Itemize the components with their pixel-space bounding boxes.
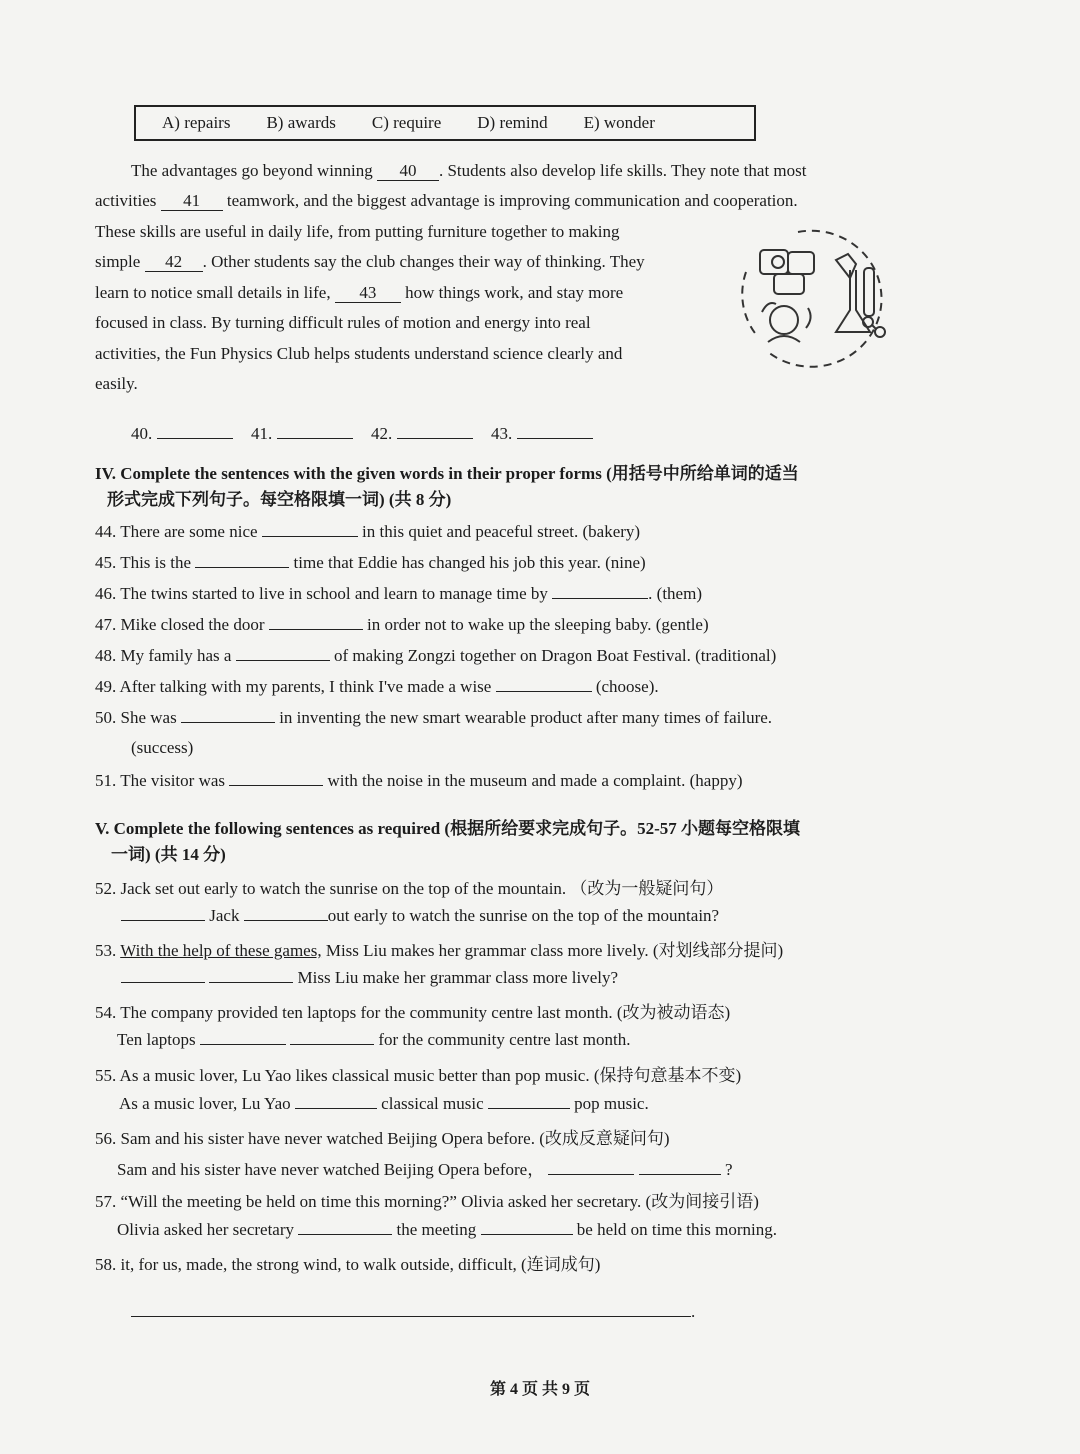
q52-input-2[interactable] [244, 905, 328, 921]
section-4-title: IV. Complete the sentences with the given words in their proper forms (用括号中所给单词的适当 形式完成下列句子。每空格限填一词) (共 8 分) [95, 464, 799, 509]
question-56-rewrite: Sam and his sister have never watched Beijing Opera before， ? [117, 1160, 733, 1179]
blank-43[interactable]: 43 [335, 284, 401, 303]
passage-line-1: The advantages go beyond winning 40 . Students also develop life skills. They note that most [131, 161, 807, 180]
answer-43-input[interactable] [517, 423, 593, 439]
question-53-rewrite: Miss Liu make her grammar class more lively? [121, 967, 618, 988]
q46-input[interactable] [552, 583, 648, 599]
q56-input-2[interactable] [639, 1159, 721, 1175]
question-56: 56. Sam and his sister have never watched Beijing Opera before. (改成反意疑问句) [95, 1129, 670, 1148]
q49-input[interactable] [496, 676, 592, 692]
q55-input-2[interactable] [488, 1093, 570, 1109]
option-c: C) require [371, 113, 442, 132]
question-47: 47. Mike closed the door in order not to wake up the sleeping baby. (gentle) [95, 615, 709, 634]
answer-42-input[interactable] [397, 423, 473, 439]
option-e: E) wonder [583, 113, 655, 132]
question-45: 45. This is the time that Eddie has changed his job this year. (nine) [95, 553, 646, 572]
blank-40[interactable]: 40 [377, 162, 439, 181]
passage-line-8: easily. [95, 374, 138, 393]
q53-input-1[interactable] [121, 967, 205, 983]
question-55-rewrite: As a music lover, Lu Yao classical music pop music. [119, 1094, 649, 1113]
section-5-title: V. Complete the following sentences as required (根据所给要求完成句子。52-57 小题每空格限填 一词) (共 14 分) [95, 819, 801, 864]
question-46: 46. The twins started to live in school and learn to manage time by . (them) [95, 584, 702, 603]
question-49: 49. After talking with my parents, I think I've made a wise (choose). [95, 677, 659, 696]
q50-input[interactable] [181, 707, 275, 723]
q53-underlined-phrase: With the help of these games, [120, 941, 322, 960]
q45-input[interactable] [195, 552, 289, 568]
q55-input-1[interactable] [295, 1093, 377, 1109]
q52-input-1[interactable] [121, 905, 205, 921]
question-58-answer: . [131, 1301, 695, 1322]
passage-line-4: simple 42 . Other students say the club changes their way of thinking. They [95, 252, 645, 271]
q57-input-2[interactable] [481, 1219, 573, 1235]
question-48: 48. My family has a of making Zongzi together on Dragon Boat Festival. (traditional) [95, 646, 777, 665]
q47-input[interactable] [269, 614, 363, 630]
q56-input-1[interactable] [548, 1159, 634, 1175]
page-footer: 第 4 页 共 9 页 [489, 1381, 590, 1398]
q53-input-2[interactable] [209, 967, 293, 983]
question-54: 54. The company provided ten laptops for the community centre last month. (改为被动语态) [95, 1003, 731, 1022]
passage-line-6: focused in class. By turning difficult rules of motion and energy into real [95, 313, 591, 332]
question-53: 53. With the help of these games, Miss Liu makes her grammar class more lively. (对划线部分提问) [95, 941, 784, 960]
option-b: B) awards [266, 113, 336, 132]
question-52-rewrite: Jack out early to watch the sunrise on the top of the mountain? [121, 905, 719, 926]
answer-row: 40. 41. 42. 43. [131, 423, 593, 444]
q48-input[interactable] [236, 645, 330, 661]
question-51: 51. The visitor was with the noise in the museum and made a complaint. (happy) [95, 771, 743, 790]
passage-line-3: These skills are useful in daily life, from putting furniture together to making [95, 222, 620, 241]
science-club-illustration-icon [738, 222, 894, 370]
passage-line-2: activities 41 teamwork, and the biggest advantage is improving communication and cooperation. [95, 191, 798, 210]
question-44: 44. There are some nice in this quiet and peaceful street. (bakery) [95, 522, 641, 541]
question-54-rewrite: Ten laptops for the community centre last month. [117, 1030, 631, 1049]
q57-input-1[interactable] [298, 1219, 392, 1235]
question-57: 57. “Will the meeting be held on time this morning?” Olivia asked her secretary. (改为间接引语) [95, 1192, 759, 1211]
q44-input[interactable] [262, 521, 358, 537]
blank-42[interactable]: 42 [145, 253, 203, 272]
q58-input[interactable] [131, 1301, 691, 1317]
option-d: D) remind [477, 113, 548, 132]
question-50: 50. She was in inventing the new smart wearable product after many times of failure. [95, 708, 773, 727]
word-options-box [134, 105, 756, 141]
question-55: 55. As a music lover, Lu Yao likes classical music better than pop music. (保持句意基本不变) [95, 1066, 742, 1085]
q54-input-1[interactable] [200, 1029, 286, 1045]
option-a: A) repairs [162, 113, 231, 132]
blank-41[interactable]: 41 [161, 192, 223, 211]
passage-line-5: learn to notice small details in life, 43 how things work, and stay more [95, 283, 624, 302]
q51-input[interactable] [229, 770, 323, 786]
question-50-hint: (success) [131, 738, 194, 757]
answer-41-input[interactable] [277, 423, 353, 439]
passage-line-7: activities, the Fun Physics Club helps students understand science clearly and [95, 344, 623, 363]
q54-input-2[interactable] [290, 1029, 374, 1045]
answer-40-input[interactable] [157, 423, 233, 439]
question-52: 52. Jack set out early to watch the sunrise on the top of the mountain. （改为一般疑问句） [95, 879, 724, 898]
question-57-rewrite: Olivia asked her secretary the meeting be held on time this morning. [117, 1220, 777, 1239]
question-58: 58. it, for us, made, the strong wind, to walk outside, difficult, (连词成句) [95, 1255, 601, 1274]
